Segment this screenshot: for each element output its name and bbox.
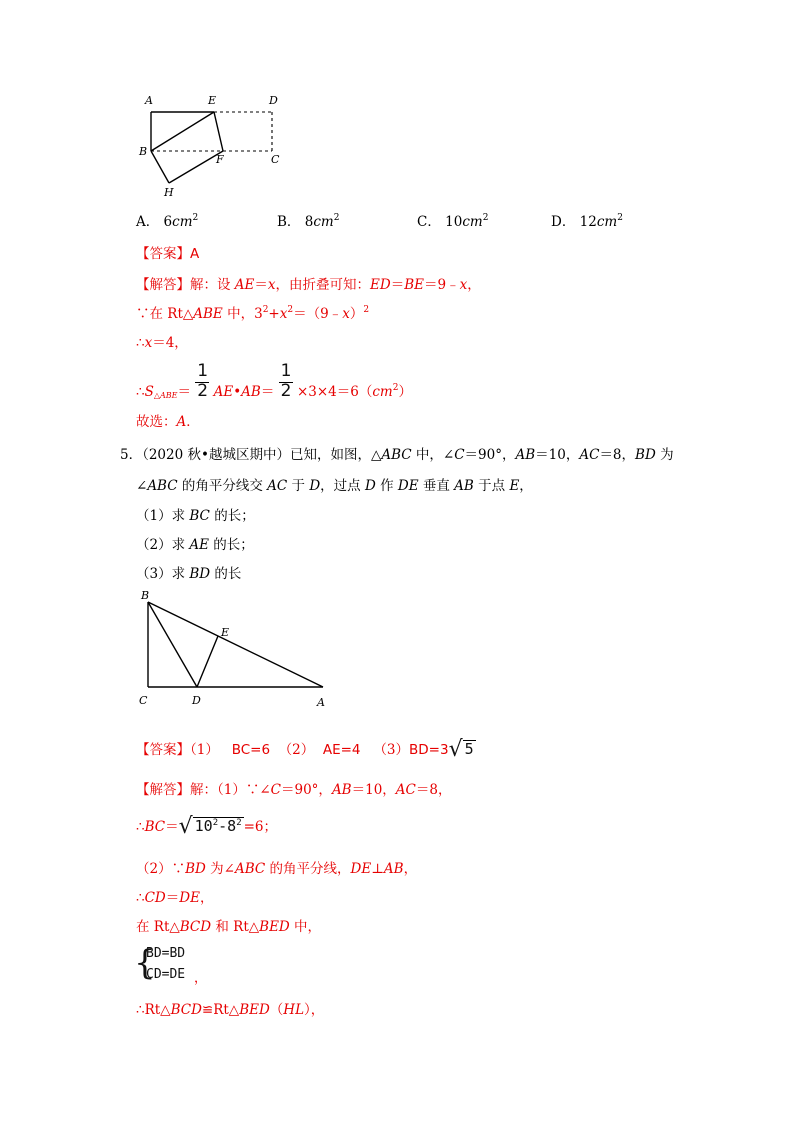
q5-solution-line-3: （2）∵BD 为∠ABC 的角平分线，DE⊥AB， xyxy=(136,861,418,877)
q5-solution-line-2: ∴BC＝√ $10^2-8^2 =6$； xyxy=(136,814,278,839)
q5-sub-3: （3）求 BD 的长 xyxy=(136,566,242,582)
q4-solution-line-1: 【解答】解：设 AE＝x，由折叠可知：ED＝BE＝9﹣x， xyxy=(136,277,481,293)
q4-solution-line-5: 故选：A． xyxy=(136,414,200,430)
fig1-label-A: A xyxy=(145,94,153,107)
choice-c: C． $10cm^2$ xyxy=(417,213,489,230)
q5-solution-line-4: ∴CD＝DE， xyxy=(136,890,214,906)
fig1-label-H: H xyxy=(164,186,174,199)
q5-answer: 【答案】（1） BC=6 （2） AE=4 （3）BD=3√ 5 xyxy=(136,737,474,762)
brace-icon: { xyxy=(134,943,156,983)
solution-tag: 【解答】 xyxy=(136,782,190,798)
fig2-label-C: C xyxy=(139,694,148,707)
q5-solution-line-5: 在 Rt△BCD 和 Rt△BED 中， xyxy=(136,919,322,935)
q5-solution-line-7: ∴Rt△BCD≌Rt△BED（HL）， xyxy=(136,1002,325,1018)
fraction-half: $\frac{1}{2}$ xyxy=(197,360,209,401)
q4-solution-line-2: ∵在 Rt△ABE 中，$3^2+x^2=(9﹣x)^2$ xyxy=(136,305,370,322)
fig2-label-D: D xyxy=(192,694,201,707)
fig2-label-A: A xyxy=(317,696,325,709)
sqrt-expression: $10^2-8^2$ xyxy=(194,817,242,835)
answer-tag: 【答案】 xyxy=(136,742,190,758)
question-number: 5． xyxy=(120,447,143,463)
answer-tag: 【答案】 xyxy=(136,246,190,262)
fig1-label-D: D xyxy=(269,94,278,107)
solution-tag: 【解答】 xyxy=(136,277,190,293)
q4-solution-line-4: $\therefore S_{\triangle ABE}=$ $\frac{1}{2}$ AE•AB＝ $\frac{1}{2}$ $\times 3\times 4=6(cm^2)$ xyxy=(136,360,412,401)
radical-sign: √ xyxy=(178,814,193,839)
fraction-half-2: $\frac{1}{2}$ xyxy=(280,360,292,401)
q5-sub-1: （1）求 BC 的长； xyxy=(136,508,255,524)
fig2-label-E: E xyxy=(221,626,230,639)
fig1-label-B: B xyxy=(139,145,148,158)
equation-row-1: BD=BD xyxy=(146,946,186,961)
q5-sub-2: （2）求 AE 的长； xyxy=(136,537,254,553)
q4-solution-line-3: ∴x＝4， xyxy=(136,335,188,351)
equation-row-2: CD=DE xyxy=(146,967,186,982)
fig1-label-C: C xyxy=(271,153,280,166)
q5-solution-line-1: 【解答】解：（1）∵∠C＝90°，AB＝10，AC＝8， xyxy=(136,782,452,798)
choice-d: D． $12cm^2$ xyxy=(551,213,623,230)
q5-stem-line-2: ∠ABC 的角平分线交 AC 于 D，过点 D 作 DE 垂直 AB 于点 E， xyxy=(136,478,533,494)
choice-a: A． $6cm^2$ xyxy=(136,213,199,230)
fig1-label-E: E xyxy=(208,94,217,107)
fig2-label-B: B xyxy=(141,589,150,602)
fold-figure xyxy=(130,88,300,200)
q5-stem-line-1: 5．（2020 秋•越城区期中）已知，如图，△ABC 中，∠C＝90°，AB＝10，AC＝8，BD 为 xyxy=(120,447,674,463)
choice-b: B． $8cm^2$ xyxy=(277,213,340,230)
q4-answer: 【答案】A xyxy=(136,246,200,262)
fig1-label-F: F xyxy=(216,153,224,166)
triangle-figure xyxy=(130,586,345,712)
equation-system: { BD=BD CD=DE ， xyxy=(134,943,208,986)
radical-sign: √ xyxy=(448,737,463,762)
